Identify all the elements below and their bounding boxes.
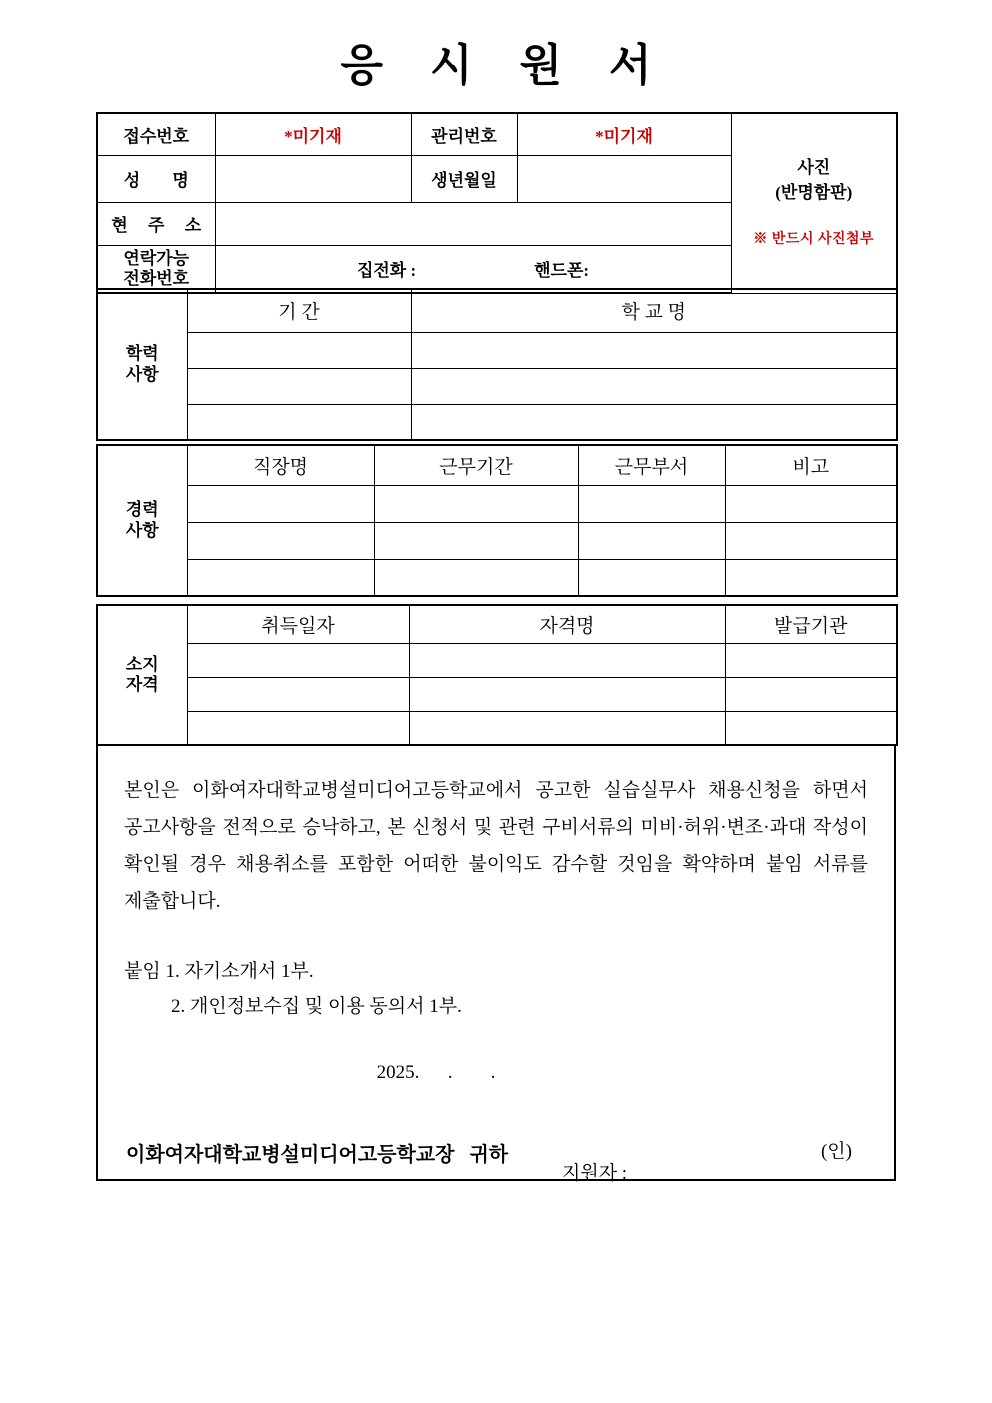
career-cell-department[interactable] <box>578 522 725 559</box>
education-cell-period[interactable] <box>187 332 411 368</box>
signer-label: 지원자 : <box>562 1163 628 1185</box>
career-cell-company[interactable] <box>187 559 374 596</box>
education-header-school: 학 교 명 <box>411 289 897 332</box>
personal-info-table <box>96 112 898 294</box>
table-row <box>97 522 897 559</box>
table-row <box>97 289 897 332</box>
photo-label-line1: 사진 <box>797 158 831 178</box>
education-header-period: 기 간 <box>187 289 411 332</box>
qualification-section-label: 소지 자격 <box>97 605 187 745</box>
qualification-cell-issuer[interactable] <box>725 711 897 745</box>
qualification-cell-issuer[interactable] <box>725 677 897 711</box>
career-cell-department[interactable] <box>578 559 725 596</box>
career-header-period: 근무기간 <box>374 445 578 485</box>
education-section-label: 학력 사항 <box>97 289 187 440</box>
receipt-no-label: 접수번호 <box>97 113 215 155</box>
photo-required-note: ※ 반드시 사진첨부 <box>753 231 875 247</box>
education-table <box>96 288 898 441</box>
table-row <box>97 559 897 596</box>
qualification-header-date: 취득일자 <box>187 605 409 643</box>
career-cell-period[interactable] <box>374 485 578 522</box>
photo-label-line2: (반명함판) <box>775 183 853 203</box>
addressee-line: 이화여자대학교병설미디어고등학교장 귀하 <box>126 1144 509 1166</box>
mgmt-no-value[interactable]: *미기재 <box>517 113 731 155</box>
qualification-cell-date[interactable] <box>187 677 409 711</box>
education-cell-school[interactable] <box>411 368 897 404</box>
qualification-cell-name[interactable] <box>409 643 725 677</box>
qualification-cell-name[interactable] <box>409 711 725 745</box>
career-cell-remarks[interactable] <box>725 522 897 559</box>
table-row <box>97 332 897 368</box>
career-cell-company[interactable] <box>187 522 374 559</box>
table-row <box>97 643 897 677</box>
career-cell-remarks[interactable] <box>725 559 897 596</box>
qualification-cell-issuer[interactable] <box>725 643 897 677</box>
career-cell-company[interactable] <box>187 485 374 522</box>
qualification-cell-date[interactable] <box>187 643 409 677</box>
table-row <box>97 404 897 440</box>
phone-label-line2: 전화번호 <box>123 268 190 288</box>
career-header-company: 직장명 <box>187 445 374 485</box>
table-row <box>97 677 897 711</box>
qualification-header-name: 자격명 <box>409 605 725 643</box>
home-phone-label: 집전화 : <box>356 261 417 281</box>
attachment-item: 2. 개인정보수집 및 이용 동의서 1부. <box>171 996 462 1018</box>
career-section-label: 경력 사항 <box>97 445 187 596</box>
declaration-paragraph: 본인은 이화여자대학교병설미디어고등학교에서 공고한 실습실무사 채용신청을 하면서 공고사항을 전적으로 승낙하고, 본 신청서 및 관련 구비서류의 미비·허위·변조·과대 작성이 확인될 경우 채용취소를 포함한 어떠한 불이익도 감수할 것임을 확약하며 붙임 서류를 제출합니다. <box>124 780 868 913</box>
education-cell-period[interactable] <box>187 404 411 440</box>
declaration-box <box>96 744 896 1185</box>
qualification-cell-date[interactable] <box>187 711 409 745</box>
education-cell-school[interactable] <box>411 332 897 368</box>
qualification-header-issuer: 발급기관 <box>725 605 897 643</box>
table-row <box>97 605 897 643</box>
career-cell-period[interactable] <box>374 559 578 596</box>
phone-label <box>97 245 215 293</box>
address-value[interactable] <box>215 202 731 245</box>
page-title: 응 시 원 서 <box>340 41 670 90</box>
birthdate-label: 생년월일 <box>411 155 517 202</box>
table-row <box>97 368 897 404</box>
receipt-no-value[interactable]: *미기재 <box>215 113 411 155</box>
education-cell-school[interactable] <box>411 404 897 440</box>
table-row <box>97 485 897 522</box>
career-cell-department[interactable] <box>578 485 725 522</box>
mobile-phone-label: 핸드폰: <box>534 261 590 281</box>
phone-label-line1: 연락가능 <box>123 248 190 268</box>
qualification-table <box>96 604 898 746</box>
name-value[interactable] <box>215 155 411 202</box>
phone-numbers-cell[interactable] <box>215 245 731 293</box>
photo-box[interactable] <box>731 113 897 293</box>
table-row <box>97 113 897 155</box>
qualification-cell-name[interactable] <box>409 677 725 711</box>
mgmt-no-label: 관리번호 <box>411 113 517 155</box>
name-label: 성 명 <box>97 155 215 202</box>
date-line[interactable]: 2025. . . <box>376 1062 496 1084</box>
attachment-item: 붙임 1. 자기소개서 1부. <box>124 961 314 983</box>
seal-mark: (인) <box>820 1141 852 1163</box>
address-label: 현 주 소 <box>97 202 215 245</box>
career-table <box>96 444 898 597</box>
career-cell-period[interactable] <box>374 522 578 559</box>
career-header-department: 근무부서 <box>578 445 725 485</box>
education-cell-period[interactable] <box>187 368 411 404</box>
birthdate-value[interactable] <box>517 155 731 202</box>
table-row <box>97 711 897 745</box>
table-row <box>97 445 897 485</box>
career-cell-remarks[interactable] <box>725 485 897 522</box>
career-header-remarks: 비고 <box>725 445 897 485</box>
attachments-list <box>124 954 868 1024</box>
